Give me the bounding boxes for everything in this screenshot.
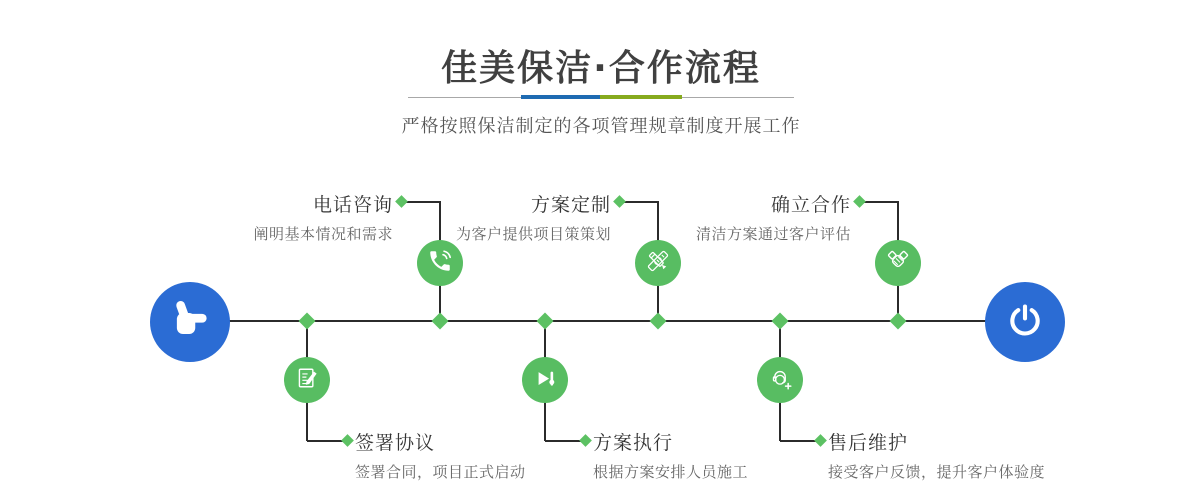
end-node [985, 282, 1065, 362]
step-label-execute [593, 428, 748, 482]
step-node-cooperate [875, 240, 921, 286]
step-node-aftersale [757, 357, 803, 403]
headset-plus-icon [766, 364, 794, 396]
document-pen-icon [293, 364, 321, 396]
diamond-bullet [579, 434, 592, 447]
step-desc: 清洁方案通过客户评估 [695, 225, 851, 243]
page-subtitle: 严格按照保洁制定的各项管理规章制度开展工作 [401, 116, 801, 137]
phone-icon [427, 248, 453, 278]
diamond-node [890, 313, 907, 330]
diamond-bullet [395, 195, 408, 208]
step-title: 方案定制 [530, 194, 611, 216]
handshake-icon [884, 247, 912, 279]
step-label-plan [456, 190, 611, 244]
play-skip-icon [531, 364, 559, 396]
diamond-node [299, 313, 316, 330]
divider-blue-segment [521, 95, 600, 99]
diamond-node [772, 313, 789, 330]
start-node [150, 282, 230, 362]
step-node-execute [522, 357, 568, 403]
step-node-sign [284, 357, 330, 403]
step-desc: 根据方案安排人员施工 [593, 463, 749, 481]
step-label-phone [253, 190, 393, 244]
diamond-node [650, 313, 667, 330]
diamond-node [537, 313, 554, 330]
diamond-node [432, 313, 449, 330]
diamond-bullet [853, 195, 866, 208]
divider-accent [521, 95, 682, 99]
step-desc: 阐明基本情况和需求 [253, 225, 393, 243]
pencil-ruler-icon [644, 247, 672, 279]
step-desc: 接受客户反馈，提升客户体验度 [828, 463, 1046, 481]
pointing-hand-icon [169, 299, 211, 345]
step-label-aftersale [828, 428, 1045, 482]
step-title: 确立合作 [770, 194, 851, 216]
step-title: 电话咨询 [312, 194, 393, 216]
diamond-bullet [613, 195, 626, 208]
divider-green-segment [600, 95, 682, 99]
timeline-main-line [228, 320, 988, 322]
power-icon [1006, 301, 1044, 343]
step-node-plan [635, 240, 681, 286]
step-label-sign [355, 428, 526, 482]
step-title: 售后维护 [828, 432, 909, 454]
step-title: 方案执行 [593, 432, 674, 454]
step-desc: 为客户提供项目策策划 [455, 225, 611, 243]
step-label-cooperate [696, 190, 851, 244]
diamond-bullet [341, 434, 354, 447]
diamond-bullet [814, 434, 827, 447]
step-title: 签署协议 [355, 432, 436, 454]
page-title: 佳美保洁·合作流程 [441, 48, 761, 89]
step-desc: 签署合同，项目正式启动 [355, 463, 526, 481]
step-node-phone [417, 240, 463, 286]
